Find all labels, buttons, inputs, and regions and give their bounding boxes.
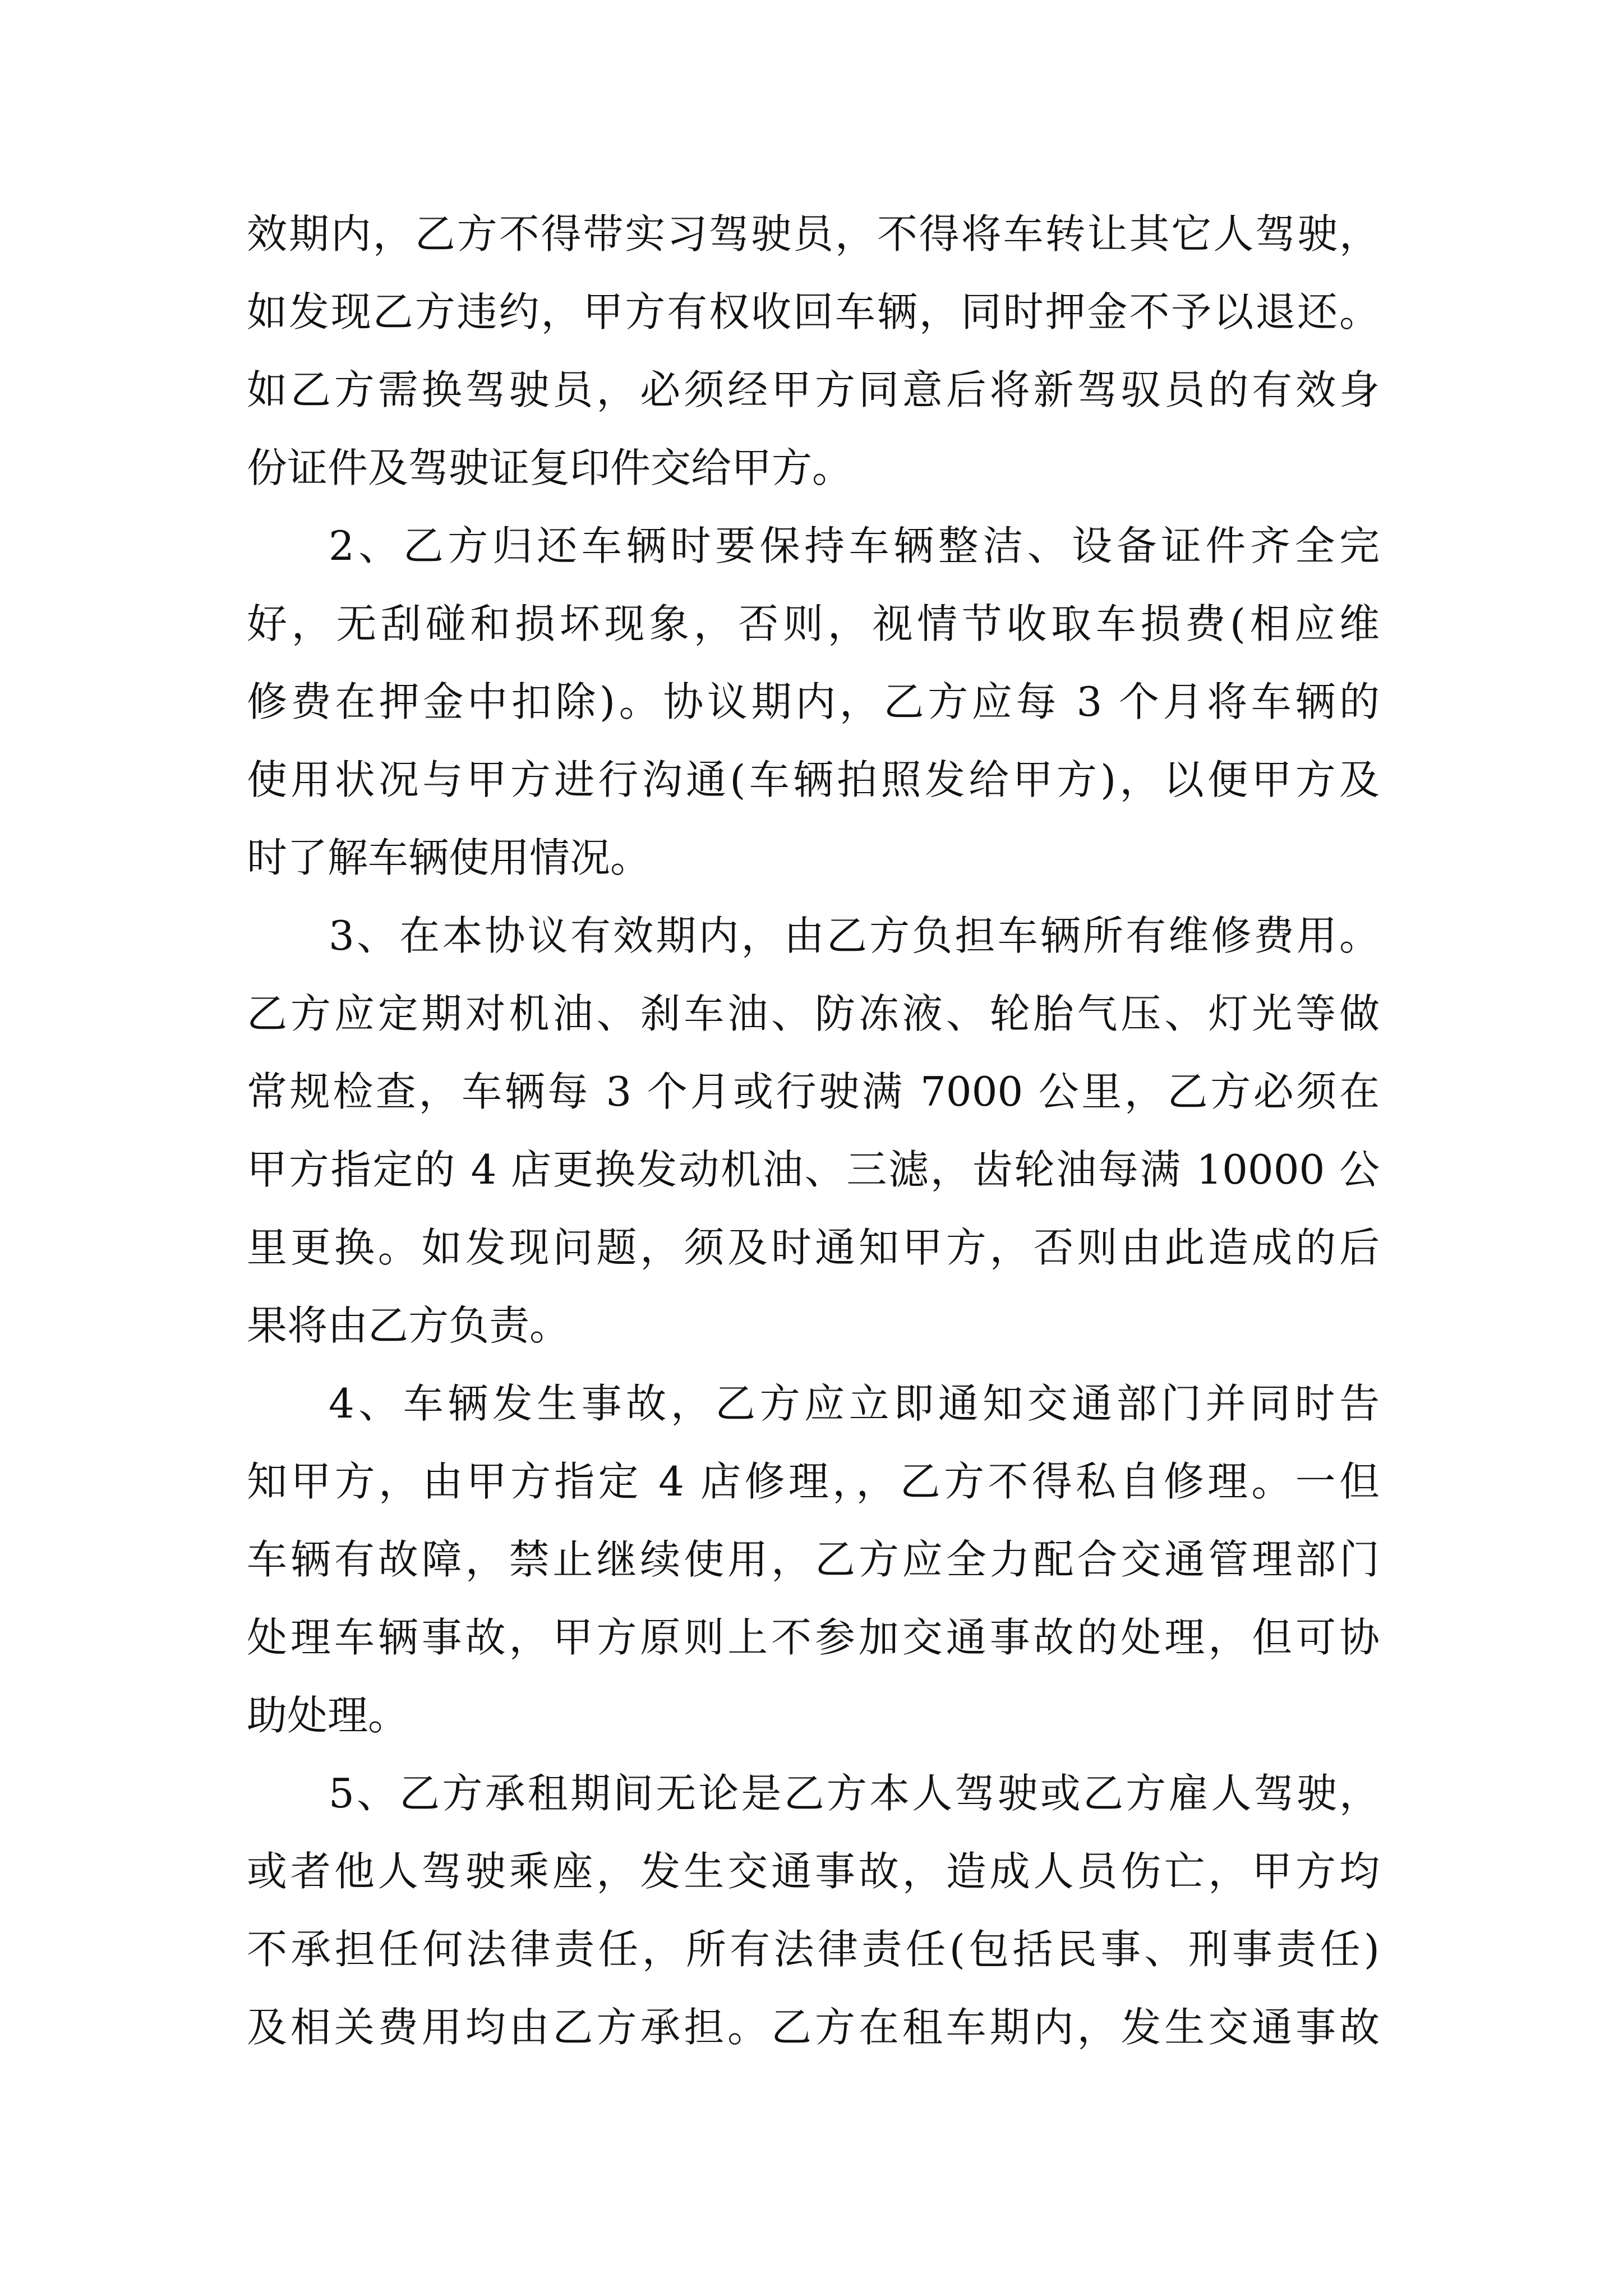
text-line: 不承担任何法律责任，所有法律责任(包括民事、刑事责任) bbox=[247, 1926, 1380, 1973]
text-line: 效期内，乙方不得带实习驾驶员，不得将车转让其它人驾驶， bbox=[247, 210, 1380, 257]
paragraph-5 bbox=[247, 1755, 1380, 2067]
text-line: 处理车辆事故，甲方原则上不参加交通事故的处理，但可协 bbox=[247, 1614, 1380, 1661]
text-line: 份证件及驾驶证复印件交给甲方。 bbox=[247, 444, 853, 491]
text-line: 或者他人驾驶乘座，发生交通事故，造成人员伤亡，甲方均 bbox=[247, 1848, 1380, 1895]
text-line: 知甲方，由甲方指定 4 店修理，，乙方不得私自修理。一但 bbox=[247, 1458, 1380, 1505]
text-line: 甲方指定的 4 店更换发动机油、三滤，齿轮油每满 10000 公 bbox=[247, 1146, 1380, 1193]
text-line: 车辆有故障，禁止继续使用，乙方应全力配合交通管理部门 bbox=[247, 1536, 1380, 1583]
text-line: 如发现乙方违约，甲方有权收回车辆，同时押金不予以退还。 bbox=[247, 288, 1380, 335]
paragraph-3 bbox=[247, 897, 1380, 1365]
text-line: 修费在押金中扣除)。协议期内，乙方应每 3 个月将车辆的 bbox=[247, 678, 1380, 725]
text-line: 时了解车辆使用情况。 bbox=[247, 834, 651, 881]
paragraph-1 bbox=[247, 195, 1380, 507]
text-line: 里更换。如发现问题，须及时通知甲方，否则由此造成的后 bbox=[247, 1224, 1380, 1271]
text-line: 如乙方需换驾驶员，必须经甲方同意后将新驾驭员的有效身 bbox=[247, 366, 1380, 413]
text-line: 3、在本协议有效期内，由乙方负担车辆所有维修费用。 bbox=[329, 912, 1380, 959]
text-line: 乙方应定期对机油、刹车油、防冻液、轮胎气压、灯光等做 bbox=[247, 990, 1380, 1037]
text-line: 使用状况与甲方进行沟通(车辆拍照发给甲方)，以便甲方及 bbox=[247, 756, 1380, 803]
paragraph-4 bbox=[247, 1365, 1380, 1755]
paragraph-2 bbox=[247, 507, 1380, 897]
text-line: 2、乙方归还车辆时要保持车辆整洁、设备证件齐全完 bbox=[329, 522, 1380, 569]
document-body bbox=[247, 195, 1380, 2067]
text-line: 好，无刮碰和损坏现象，否则，视情节收取车损费(相应维 bbox=[247, 600, 1380, 647]
text-line: 4、车辆发生事故，乙方应立即通知交通部门并同时告 bbox=[329, 1380, 1380, 1427]
text-line: 及相关费用均由乙方承担。乙方在租车期内，发生交通事故 bbox=[247, 2004, 1380, 2051]
text-line: 果将由乙方负责。 bbox=[247, 1302, 570, 1349]
text-line: 5、乙方承租期间无论是乙方本人驾驶或乙方雇人驾驶， bbox=[329, 1770, 1380, 1817]
text-line: 助处理。 bbox=[247, 1692, 409, 1739]
text-line: 常规检查，车辆每 3 个月或行驶满 7000 公里，乙方必须在 bbox=[247, 1068, 1380, 1115]
